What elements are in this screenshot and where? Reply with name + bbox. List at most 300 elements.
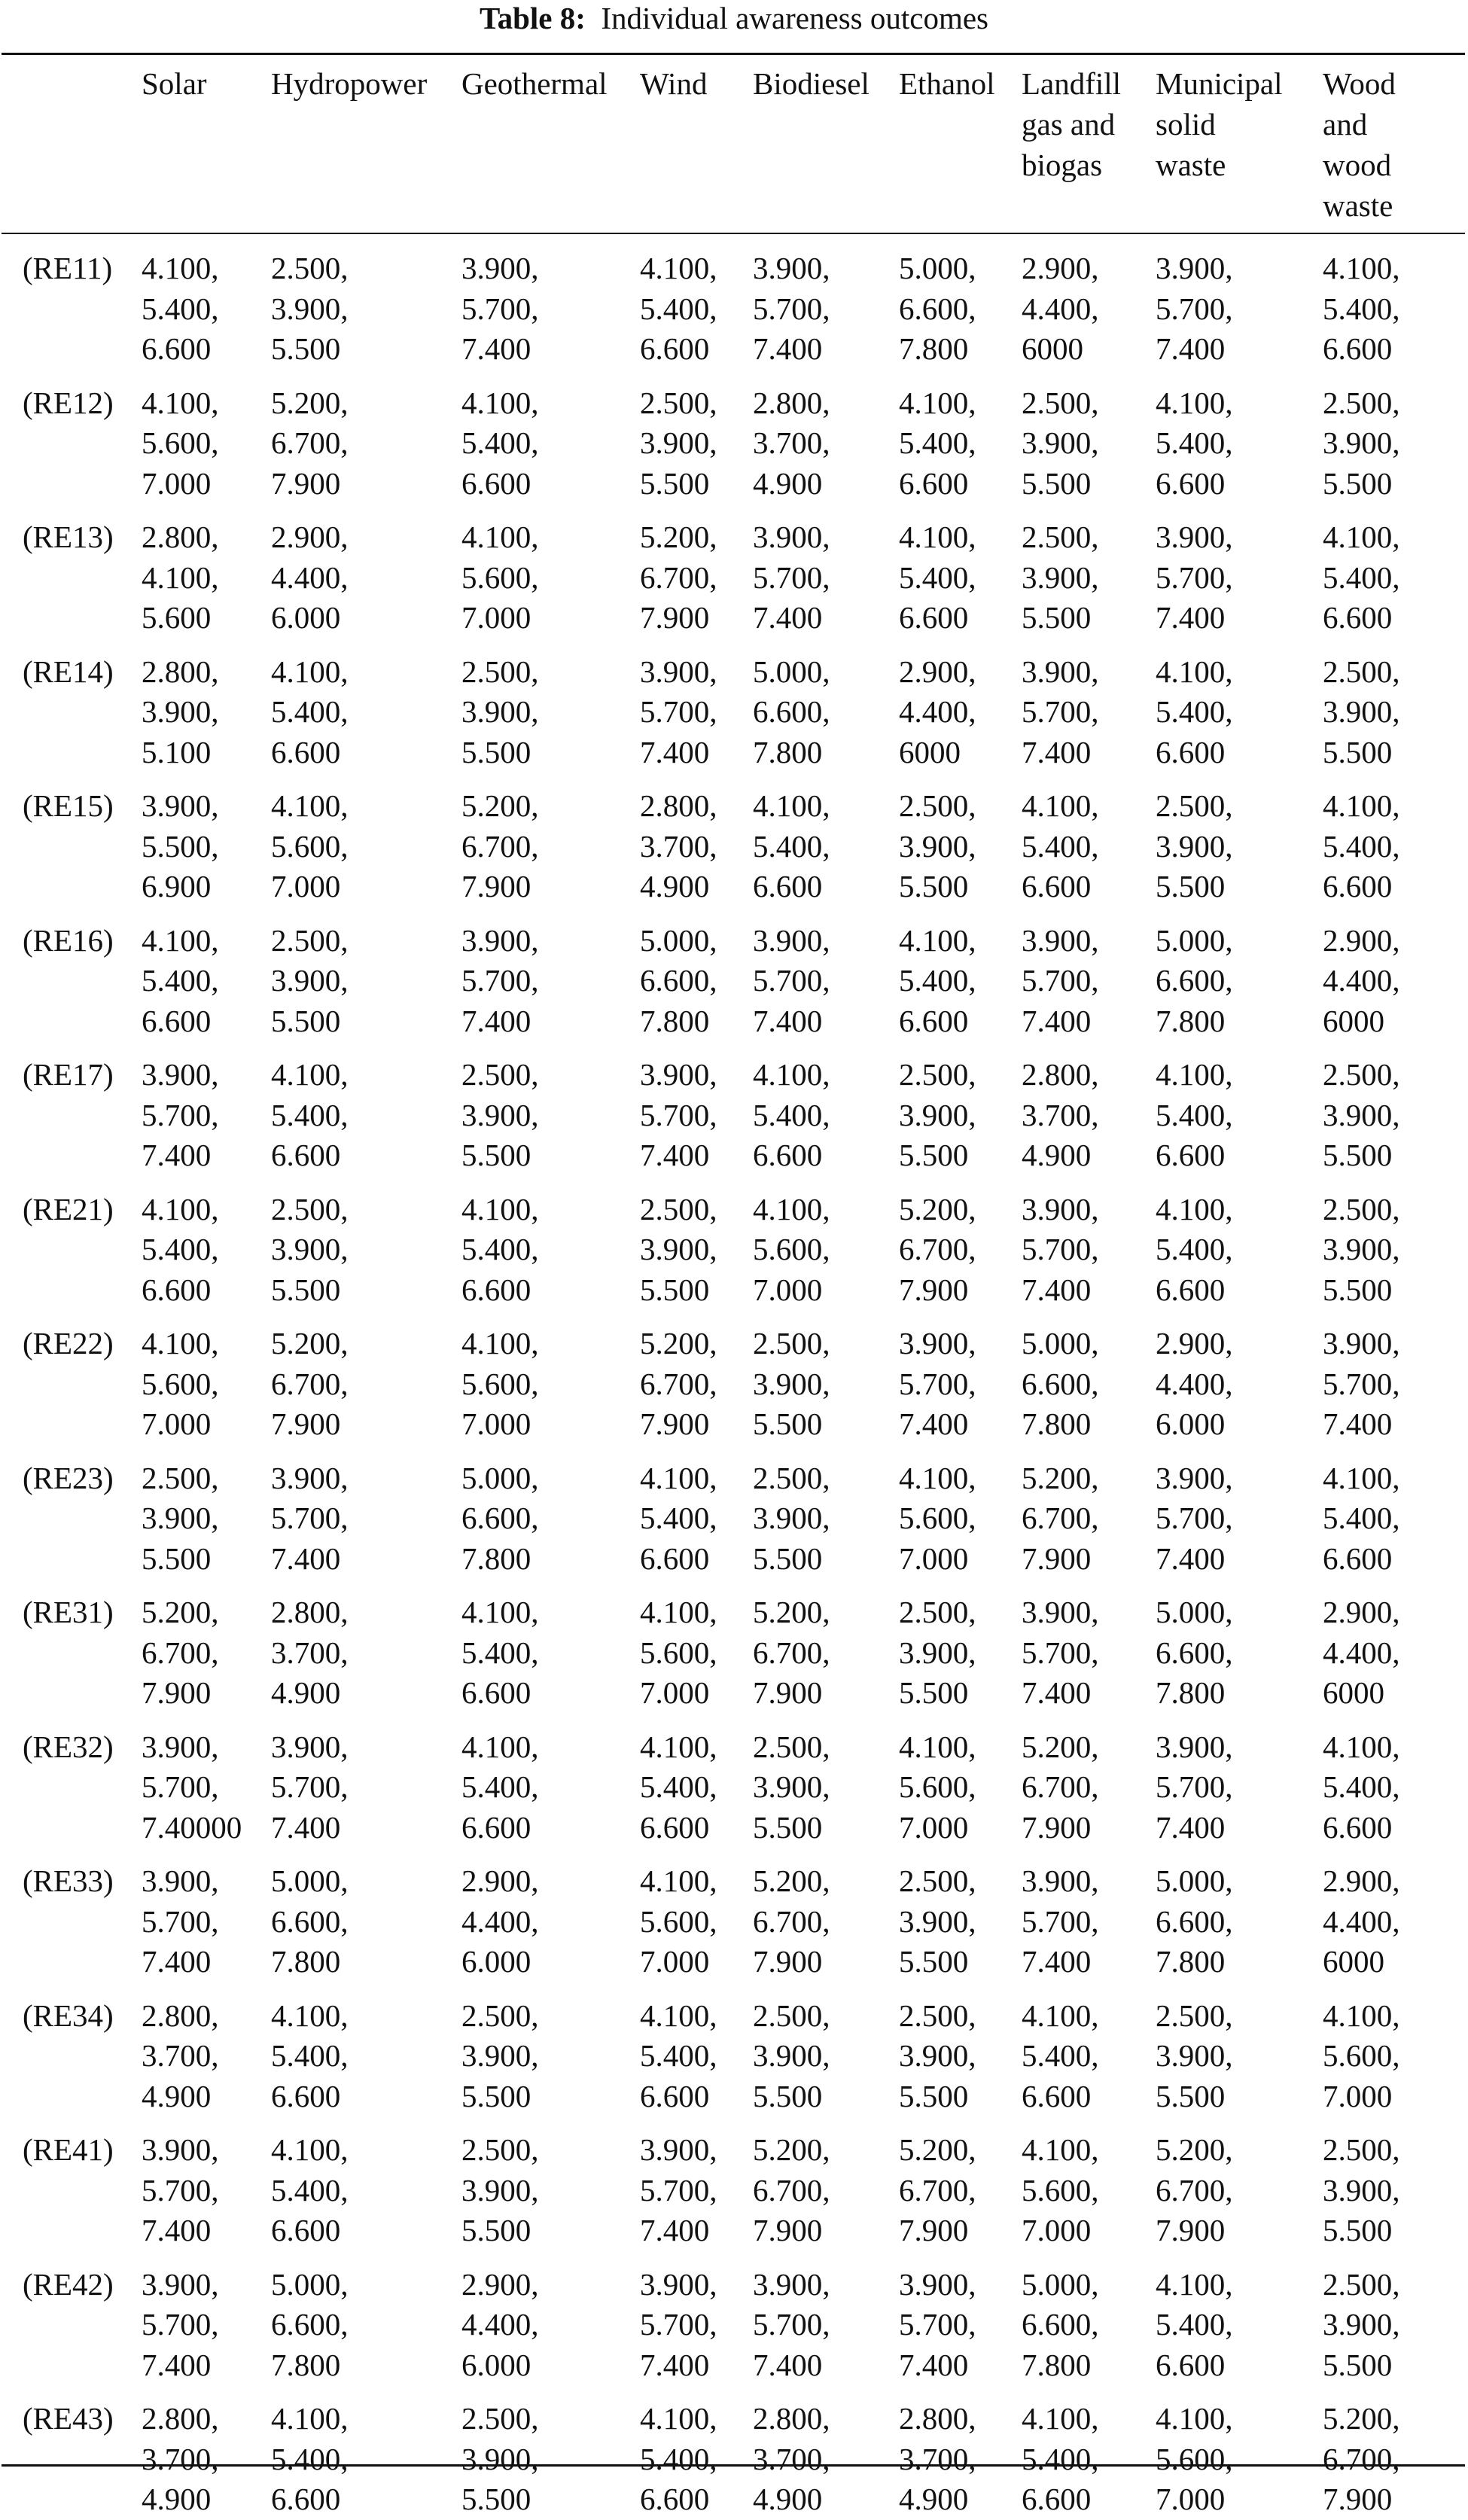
table-cell xyxy=(461,235,640,370)
cell-value: 5.000, xyxy=(461,1460,539,1495)
cell-value: 7.800 xyxy=(1156,1944,1226,1979)
column-header xyxy=(1323,0,1465,235)
table-cell xyxy=(1323,772,1465,907)
cell-value: 7.400 xyxy=(271,1809,341,1845)
table-cell xyxy=(899,638,1022,773)
cell-value: 4.400, xyxy=(1323,1635,1400,1670)
cell-value: 5.200, xyxy=(142,1595,219,1629)
column-header-line: waste xyxy=(1156,148,1226,182)
cell-value: 3.900, xyxy=(640,1232,717,1266)
cell-value: 6.600, xyxy=(1156,1903,1233,1939)
cell-value: 6.600 xyxy=(1156,1138,1226,1172)
cell-value: 2.500, xyxy=(1156,788,1233,823)
row-label: (RE17) xyxy=(23,1057,114,1092)
cell-value: 7.000 xyxy=(899,1540,969,1576)
table-row xyxy=(0,2251,1465,2386)
cell-value: 4.100, xyxy=(640,1729,717,1764)
cell-value: 3.900, xyxy=(271,1460,349,1495)
cell-value: 2.800, xyxy=(142,2401,219,2436)
cell-value: 7.400 xyxy=(1022,1272,1092,1307)
cell-value: 6.700, xyxy=(640,559,717,595)
cell-value: 3.700, xyxy=(753,425,830,460)
cell-value: 5.500 xyxy=(753,1809,823,1845)
cell-value: 5.400, xyxy=(271,2441,349,2476)
cell-value: 6.600 xyxy=(640,331,710,366)
table-cell xyxy=(1323,1445,1465,1580)
table-cell xyxy=(142,1176,271,1311)
cell-value: 3.900, xyxy=(142,2266,219,2302)
column-header xyxy=(753,0,899,235)
table-cell xyxy=(271,1848,461,1982)
cell-value: 5.500 xyxy=(461,2213,531,2247)
cell-value: 7.400 xyxy=(1022,1003,1092,1038)
cell-value: 7.400 xyxy=(1022,734,1092,769)
cell-value: 5.200, xyxy=(899,1191,976,1226)
table-row xyxy=(0,2385,1465,2520)
cell-value: 5.500 xyxy=(461,2078,531,2113)
table-cell xyxy=(899,2385,1022,2520)
cell-value: 7.900 xyxy=(461,869,531,903)
cell-value: 6.600, xyxy=(1156,1635,1233,1670)
cell-value: 2.500, xyxy=(640,1191,717,1226)
cell-value: 4.100, xyxy=(1323,251,1400,285)
cell-value: 4.100, xyxy=(1323,788,1400,823)
table-cell xyxy=(271,235,461,370)
cell-value: 5.000, xyxy=(1156,1595,1233,1629)
table-cell xyxy=(1156,1445,1323,1580)
cell-value: 5.200, xyxy=(640,520,717,554)
cell-value: 5.500 xyxy=(899,1944,969,1979)
table-cell xyxy=(1156,1714,1323,1848)
cell-value: 5.400, xyxy=(1156,425,1233,460)
cell-value: 6.600 xyxy=(461,1675,531,1710)
cell-value: 4.900 xyxy=(271,1675,341,1710)
cell-value: 4.100, xyxy=(142,1191,219,1226)
cell-value: 7.400 xyxy=(640,2213,710,2247)
cell-value: 5.400, xyxy=(640,2038,717,2073)
row-label: (RE42) xyxy=(23,2266,114,2302)
cell-value: 7.400 xyxy=(753,600,823,635)
table-cell xyxy=(461,1982,640,2117)
cell-value: 5.500 xyxy=(1323,2347,1393,2382)
table-cell xyxy=(1156,1579,1323,1714)
cell-value: 3.900, xyxy=(271,963,349,998)
table-cell xyxy=(271,2116,461,2251)
table-cell xyxy=(271,772,461,907)
table-cell xyxy=(142,772,271,907)
cell-value: 5.400, xyxy=(1022,2441,1099,2476)
header-corner xyxy=(0,0,142,235)
cell-value: 5.000, xyxy=(1022,1326,1099,1361)
cell-value: 6.600 xyxy=(271,1138,341,1172)
cell-value: 5.600 xyxy=(142,600,212,635)
cell-value: 4.100, xyxy=(1156,2266,1233,2302)
column-header-line: Wood xyxy=(1323,66,1396,101)
cell-value: 5.500 xyxy=(899,1675,969,1710)
cell-value: 4.100, xyxy=(461,1595,539,1629)
cell-value: 7.000 xyxy=(142,1406,212,1441)
cell-value: 7.400 xyxy=(640,1138,710,1172)
cell-value: 4.100, xyxy=(1323,1460,1400,1495)
cell-value: 5.200, xyxy=(461,788,539,823)
cell-value: 5.400, xyxy=(753,1097,830,1132)
cell-value: 6.700, xyxy=(899,1232,976,1266)
column-header-line: Wind xyxy=(640,66,708,101)
cell-value: 5.700, xyxy=(142,1769,219,1804)
cell-value: 5.600, xyxy=(1156,2441,1233,2476)
table-cell xyxy=(899,1310,1022,1445)
cell-value: 2.500, xyxy=(1156,1997,1233,2033)
cell-value: 2.800, xyxy=(142,1997,219,2033)
cell-value: 3.900, xyxy=(1323,694,1400,729)
table-cell xyxy=(1323,1176,1465,1311)
cell-value: 4.400, xyxy=(899,694,976,729)
cell-value: 4.100, xyxy=(899,1460,976,1495)
table-cell xyxy=(1156,1848,1323,1982)
table-row xyxy=(0,504,1465,638)
table-cell xyxy=(142,1310,271,1445)
table-cell xyxy=(1323,2251,1465,2386)
cell-value: 5.500 xyxy=(1323,734,1393,769)
table-row xyxy=(0,1445,1465,1580)
cell-value: 6.700, xyxy=(461,828,539,864)
cell-value: 3.700, xyxy=(271,1635,349,1670)
cell-value: 2.900, xyxy=(1323,1595,1400,1629)
cell-value: 5.700, xyxy=(1323,1366,1400,1401)
table-cell xyxy=(1022,638,1156,773)
table-cell xyxy=(753,638,899,773)
cell-value: 5.600, xyxy=(1022,2172,1099,2208)
cell-value: 5.000, xyxy=(1022,2266,1099,2302)
cell-value: 5.400, xyxy=(1156,694,1233,729)
table-cell xyxy=(1323,1579,1465,1714)
cell-value: 7.900 xyxy=(1323,2482,1393,2516)
cell-value: 7.900 xyxy=(899,1272,969,1307)
cell-value: 3.900, xyxy=(1323,1326,1400,1361)
cell-value: 7.400 xyxy=(142,2213,212,2247)
table-cell xyxy=(1022,2251,1156,2386)
table-cell xyxy=(899,1579,1022,1714)
cell-value: 5.500 xyxy=(899,1138,969,1172)
table-cell xyxy=(461,1445,640,1580)
column-header-line: biogas xyxy=(1022,148,1103,182)
table-cell xyxy=(899,1982,1022,2117)
cell-value: 6.700, xyxy=(1022,1769,1099,1804)
cell-value: 7.000 xyxy=(1156,2482,1226,2516)
cell-value: 3.900, xyxy=(142,1057,219,1092)
cell-value: 5.700, xyxy=(753,963,830,998)
cell-value: 4.900 xyxy=(753,465,823,501)
cell-value: 5.400, xyxy=(1323,1501,1400,1535)
cell-value: 6.600 xyxy=(640,2482,710,2516)
cell-value: 6.600 xyxy=(1156,734,1226,769)
column-header-line: waste xyxy=(1323,188,1393,223)
cell-value: 7.400 xyxy=(753,2347,823,2382)
cell-value: 6.600, xyxy=(1022,1366,1099,1401)
cell-value: 4.100, xyxy=(899,922,976,958)
cell-value: 7.800 xyxy=(1022,2347,1092,2382)
cell-value: 6.600 xyxy=(1323,869,1393,903)
cell-value: 4.900 xyxy=(142,2078,212,2113)
table-cell xyxy=(1022,1445,1156,1580)
table-cell xyxy=(1156,638,1323,773)
cell-value: 3.900, xyxy=(1022,1191,1099,1226)
table-caption-label: Table 8: xyxy=(479,1,586,35)
cell-value: 6.600 xyxy=(1323,1540,1393,1576)
cell-value: 6.700, xyxy=(753,1635,830,1670)
row-label: (RE21) xyxy=(23,1191,114,1226)
table-cell xyxy=(1323,638,1465,773)
cell-value: 6.600 xyxy=(461,1272,531,1307)
column-header xyxy=(271,0,461,235)
cell-value: 7.000 xyxy=(1323,2078,1393,2113)
cell-value: 5.700, xyxy=(142,1903,219,1939)
cell-value: 4.900 xyxy=(899,2482,969,2516)
table-cell xyxy=(1323,1041,1465,1176)
cell-value: 6.700, xyxy=(640,1366,717,1401)
cell-value: 4.900 xyxy=(1022,1138,1092,1172)
cell-value: 4.100, xyxy=(1156,1057,1233,1092)
cell-value: 5.700, xyxy=(1156,1769,1233,1804)
cell-value: 6.000 xyxy=(461,1944,531,1979)
column-header-line: solid xyxy=(1156,107,1216,142)
cell-value: 5.500 xyxy=(1323,2213,1393,2247)
table-cell xyxy=(461,1579,640,1714)
table-cell xyxy=(271,1310,461,1445)
column-header-line: and xyxy=(1323,107,1368,142)
cell-value: 3.900, xyxy=(753,1769,830,1804)
cell-value: 5.700, xyxy=(899,2307,976,2342)
cell-value: 2.500, xyxy=(1022,520,1099,554)
table-cell xyxy=(1022,2116,1156,2251)
cell-value: 4.100, xyxy=(461,1326,539,1361)
cell-value: 7.400 xyxy=(461,1003,531,1038)
cell-value: 5.200, xyxy=(753,2132,830,2167)
cell-value: 3.900, xyxy=(753,251,830,285)
cell-value: 7.400 xyxy=(1156,1809,1226,1845)
table-row xyxy=(0,1982,1465,2117)
cell-value: 3.900, xyxy=(142,1863,219,1898)
cell-value: 5.500 xyxy=(753,1540,823,1576)
cell-value: 6.600 xyxy=(753,869,823,903)
cell-value: 3.900, xyxy=(640,1057,717,1092)
cell-value: 5.200, xyxy=(1022,1460,1099,1495)
table-cell xyxy=(753,235,899,370)
table-cell xyxy=(753,2251,899,2386)
table-cell xyxy=(640,1848,753,1982)
cell-value: 3.900, xyxy=(1323,1232,1400,1266)
cell-value: 4.100, xyxy=(1022,1997,1099,2033)
cell-value: 2.900, xyxy=(461,2266,539,2302)
table-row xyxy=(0,907,1465,1042)
cell-value: 3.900, xyxy=(1156,520,1233,554)
table-row xyxy=(0,1848,1465,1982)
table-cell xyxy=(271,638,461,773)
cell-value: 3.900, xyxy=(1022,1863,1099,1898)
table-cell xyxy=(1022,235,1156,370)
cell-value: 3.900, xyxy=(753,1501,830,1535)
table-cell xyxy=(1022,907,1156,1042)
cell-value: 5.700, xyxy=(753,559,830,595)
cell-value: 5.400, xyxy=(753,828,830,864)
cell-value: 7.400 xyxy=(271,1540,341,1576)
table-cell xyxy=(1022,504,1156,638)
cell-value: 3.900, xyxy=(461,251,539,285)
table-cell xyxy=(640,2116,753,2251)
table-cell xyxy=(461,2385,640,2520)
table-row xyxy=(0,2116,1465,2251)
row-label: (RE34) xyxy=(23,1997,114,2033)
cell-value: 5.400, xyxy=(899,425,976,460)
table-cell xyxy=(1156,2116,1323,2251)
table-cell xyxy=(1022,1041,1156,1176)
cell-value: 7.400 xyxy=(753,1003,823,1038)
cell-value: 5.600, xyxy=(461,1366,539,1401)
cell-value: 6.600 xyxy=(1022,2078,1092,2113)
cell-value: 4.100, xyxy=(899,520,976,554)
cell-value: 4.100, xyxy=(1323,520,1400,554)
table-cell xyxy=(753,370,899,504)
cell-value: 6.600, xyxy=(640,963,717,998)
cell-value: 3.900, xyxy=(1022,922,1099,958)
cell-value: 4.100, xyxy=(640,251,717,285)
table-cell xyxy=(1022,1176,1156,1311)
cell-value: 2.900, xyxy=(1323,922,1400,958)
table-cell xyxy=(640,1041,753,1176)
table-row xyxy=(0,370,1465,504)
cell-value: 2.500, xyxy=(899,1997,976,2033)
table-cell xyxy=(461,1310,640,1445)
cell-value: 4.100, xyxy=(1156,654,1233,689)
cell-value: 7.400 xyxy=(142,1138,212,1172)
cell-value: 6.700, xyxy=(899,2172,976,2208)
table-cell xyxy=(640,504,753,638)
cell-value: 2.900, xyxy=(461,1863,539,1898)
cell-value: 2.500, xyxy=(1323,654,1400,689)
table-cell xyxy=(899,1848,1022,1982)
cell-value: 3.900, xyxy=(1323,2307,1400,2342)
cell-value: 2.800, xyxy=(271,1595,349,1629)
cell-value: 2.900, xyxy=(1156,1326,1233,1361)
cell-value: 5.400, xyxy=(142,291,219,326)
cell-value: 6.700, xyxy=(753,2172,830,2208)
cell-value: 5.700, xyxy=(1022,1232,1099,1266)
table-cell xyxy=(1323,907,1465,1042)
cell-value: 5.000, xyxy=(640,922,717,958)
table-row xyxy=(0,235,1465,370)
table-cell xyxy=(1323,2385,1465,2520)
cell-value: 5.000, xyxy=(271,2266,349,2302)
cell-value: 5.400, xyxy=(640,291,717,326)
cell-value: 3.700, xyxy=(753,2441,830,2476)
table-cell xyxy=(899,1445,1022,1580)
column-header-line: Geothermal xyxy=(461,66,608,101)
cell-value: 4.100, xyxy=(461,520,539,554)
column-header xyxy=(640,0,753,235)
table-cell xyxy=(1022,2385,1156,2520)
cell-value: 6000 xyxy=(1022,331,1083,366)
cell-value: 4.400, xyxy=(271,559,349,595)
cell-value: 3.900, xyxy=(142,694,219,729)
table-cell xyxy=(1022,370,1156,504)
cell-value: 6.600 xyxy=(271,734,341,769)
cell-value: 2.500, xyxy=(640,385,717,420)
table-cell xyxy=(899,907,1022,1042)
cell-value: 6.600 xyxy=(1156,2347,1226,2382)
cell-value: 5.700, xyxy=(753,2307,830,2342)
table-cell xyxy=(142,235,271,370)
cell-value: 5.600, xyxy=(899,1501,976,1535)
cell-value: 4.400, xyxy=(1323,963,1400,998)
cell-value: 4.100, xyxy=(142,385,219,420)
cell-value: 5.400, xyxy=(640,1769,717,1804)
cell-value: 3.900, xyxy=(271,1232,349,1266)
cell-value: 7.000 xyxy=(899,1809,969,1845)
cell-value: 2.800, xyxy=(142,654,219,689)
cell-value: 6.600 xyxy=(1323,331,1393,366)
cell-value: 3.900, xyxy=(899,1326,976,1361)
cell-value: 5.700, xyxy=(142,2172,219,2208)
cell-value: 7.900 xyxy=(640,600,710,635)
table-cell xyxy=(461,504,640,638)
table-cell xyxy=(899,235,1022,370)
cell-value: 5.400, xyxy=(640,2441,717,2476)
cell-value: 2.800, xyxy=(142,520,219,554)
cell-value: 7.800 xyxy=(271,2347,341,2382)
row-label: (RE15) xyxy=(23,788,114,823)
cell-value: 6.000 xyxy=(271,600,341,635)
column-header-line: Ethanol xyxy=(899,66,995,101)
cell-value: 5.500 xyxy=(461,734,531,769)
cell-value: 5.500 xyxy=(271,331,341,366)
table-cell xyxy=(142,1848,271,1982)
cell-value: 3.900, xyxy=(461,1097,539,1132)
cell-value: 3.900, xyxy=(142,2132,219,2167)
cell-value: 5.700, xyxy=(1022,1635,1099,1670)
cell-value: 2.500, xyxy=(1323,1191,1400,1226)
cell-value: 2.500, xyxy=(1323,1057,1400,1092)
cell-value: 6.600 xyxy=(640,1540,710,1576)
cell-value: 6.600 xyxy=(1156,465,1226,501)
cell-value: 7.400 xyxy=(1022,1675,1092,1710)
cell-value: 5.000, xyxy=(1156,1863,1233,1898)
cell-value: 4.100, xyxy=(1323,1997,1400,2033)
cell-value: 6.600 xyxy=(899,600,969,635)
cell-value: 4.400, xyxy=(1022,291,1099,326)
cell-value: 3.900, xyxy=(461,2172,539,2208)
table-cell xyxy=(753,1579,899,1714)
cell-value: 5.600, xyxy=(271,828,349,864)
cell-value: 7.400 xyxy=(899,1406,969,1441)
table-cell xyxy=(640,1714,753,1848)
cell-value: 4.100, xyxy=(640,1863,717,1898)
header-row xyxy=(0,0,1465,235)
table-cell xyxy=(640,370,753,504)
cell-value: 7.400 xyxy=(899,2347,969,2382)
cell-value: 3.900, xyxy=(640,654,717,689)
table-cell xyxy=(753,907,899,1042)
table-cell xyxy=(1156,2251,1323,2386)
cell-value: 5.700, xyxy=(142,2307,219,2342)
cell-value: 3.900, xyxy=(1156,251,1233,285)
cell-value: 6.700, xyxy=(1323,2441,1400,2476)
cell-value: 6.600 xyxy=(271,2078,341,2113)
cell-value: 4.100, xyxy=(640,1460,717,1495)
cell-value: 5.500 xyxy=(753,1406,823,1441)
column-header xyxy=(1022,0,1156,235)
table-cell xyxy=(640,1445,753,1580)
cell-value: 4.100, xyxy=(142,1326,219,1361)
